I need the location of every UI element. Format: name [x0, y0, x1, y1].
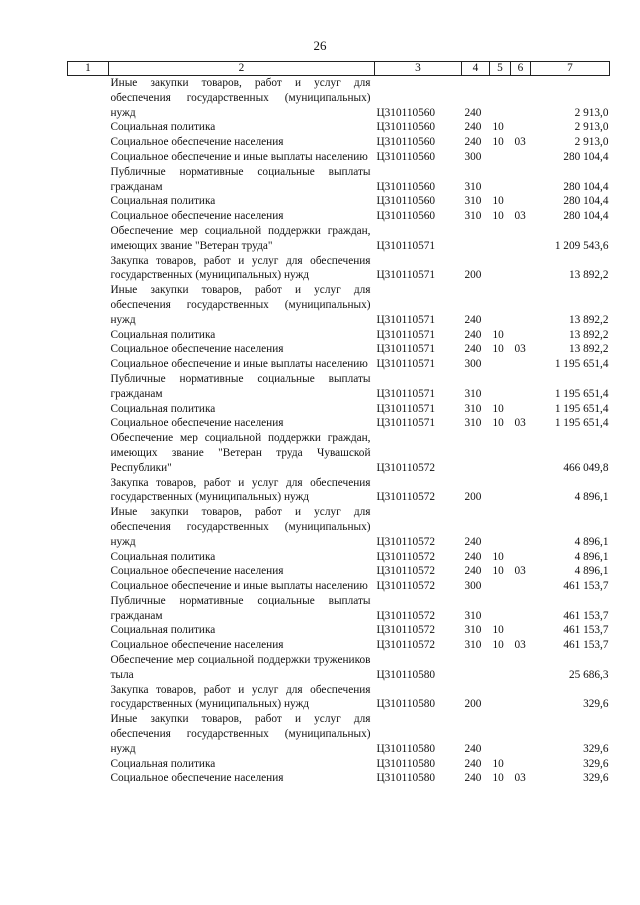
section-cell: 10 [492, 210, 504, 223]
table-row [68, 165, 610, 195]
table-row [68, 623, 610, 638]
table-row [68, 194, 610, 209]
expense-type-cell: 240 [464, 772, 482, 785]
expense-type-cell: 310 [464, 639, 482, 652]
table-row [68, 150, 610, 165]
column-header: 4 [462, 62, 490, 76]
item-name-cell: Социальное обеспечение населения [110, 565, 284, 578]
item-name-cell: Социальная политика [110, 402, 216, 415]
expense-type-cell: 310 [464, 609, 482, 622]
amount-cell: 13 892,2 [568, 343, 609, 356]
table-row [68, 550, 610, 565]
item-name-cell: Публичные нормативные социальные выплаты гражданам [110, 165, 371, 193]
amount-cell: 2 913,0 [574, 136, 609, 149]
expense-type-cell: 240 [464, 535, 482, 548]
amount-cell: 461 153,7 [563, 624, 609, 637]
section-cell: 10 [492, 343, 504, 356]
expense-type-cell: 240 [464, 550, 482, 563]
target-article-cell: Ц310110571 [376, 269, 436, 282]
section-cell: 10 [492, 565, 504, 578]
section-cell [490, 594, 511, 624]
section-cell [490, 683, 511, 713]
table-row [68, 564, 610, 579]
table-row [68, 76, 610, 121]
amount-cell: 1 209 543,6 [554, 239, 609, 252]
section-cell: 10 [492, 328, 504, 341]
subsection-cell [511, 254, 531, 284]
section-cell [490, 372, 511, 402]
amount-cell: 4 896,1 [574, 550, 609, 563]
target-article-cell: Ц310110572 [376, 609, 436, 622]
subsection-cell [511, 505, 531, 549]
number-cell [68, 76, 109, 121]
item-name-cell: Закупка товаров, работ и услуг для обеспечения государственных (муниципальных) нужд [110, 254, 371, 282]
expense-type-cell: 310 [464, 180, 482, 193]
amount-cell: 2 913,0 [574, 121, 609, 134]
item-name-cell: Социальное обеспечение и иные выплаты населению [110, 580, 368, 593]
subsection-cell [511, 402, 531, 417]
target-article-cell: Ц310110572 [376, 550, 436, 563]
item-name-cell: Публичные нормативные социальные выплаты гражданам [110, 594, 371, 622]
item-name-cell: Иные закупки товаров, работ и услуг для обеспечения государственных (муниципальных) нужд [110, 77, 371, 119]
item-name-cell: Социальная политика [110, 757, 216, 770]
amount-cell: 461 153,7 [563, 580, 609, 593]
section-cell [490, 505, 511, 549]
amount-cell: 13 892,2 [568, 269, 609, 282]
section-cell: 10 [492, 772, 504, 785]
page-number: 26 [313, 38, 327, 53]
target-article-cell: Ц310110560 [376, 210, 436, 223]
table-row [68, 579, 610, 594]
section-cell [490, 712, 511, 756]
number-cell [68, 135, 109, 150]
amount-cell: 329,6 [583, 742, 609, 755]
subsection-cell [511, 165, 531, 195]
subsection-cell [511, 757, 531, 772]
number-cell [68, 120, 109, 135]
item-name-cell: Обеспечение мер социальной поддержки тружеников тыла [110, 654, 371, 681]
column-header: 5 [490, 62, 511, 76]
section-cell [490, 283, 511, 327]
item-name-cell: Иные закупки товаров, работ и услуг для обеспечения государственных (муниципальных) нужд [110, 284, 371, 326]
amount-cell: 13 892,2 [568, 313, 609, 326]
target-article-cell: Ц310110571 [376, 387, 436, 400]
amount-cell: 4 896,1 [574, 565, 609, 578]
section-cell: 10 [492, 402, 504, 415]
number-cell [68, 328, 109, 343]
expense-type-cell [462, 224, 490, 254]
section-cell: 10 [492, 624, 504, 637]
item-name-cell: Социальная политика [110, 550, 216, 563]
amount-cell: 280 104,4 [563, 195, 609, 208]
expense-type-cell: 310 [464, 402, 482, 415]
section-cell [490, 653, 511, 683]
number-cell [68, 771, 109, 786]
target-article-cell: Ц310110560 [376, 136, 436, 149]
expense-type-cell: 240 [464, 313, 482, 326]
number-cell [68, 416, 109, 431]
section-cell: 10 [492, 757, 504, 770]
table-row [68, 372, 610, 402]
expense-type-cell: 240 [464, 343, 482, 356]
amount-cell: 329,6 [583, 772, 609, 785]
subsection-cell [511, 579, 531, 594]
budget-table [67, 61, 610, 786]
target-article-cell: Ц310110560 [376, 121, 436, 134]
target-article-cell: Ц310110572 [376, 639, 436, 652]
item-name-cell: Социальное обеспечение населения [110, 210, 284, 223]
expense-type-cell: 240 [464, 136, 482, 149]
table-row [68, 505, 610, 549]
target-article-cell: Ц310110580 [376, 668, 436, 681]
subsection-cell [511, 712, 531, 756]
target-article-cell: Ц310110560 [376, 150, 436, 163]
item-name-cell: Публичные нормативные социальные выплаты гражданам [110, 372, 371, 400]
item-name-cell: Закупка товаров, работ и услуг для обеспечения государственных (муниципальных) нужд [110, 476, 371, 504]
number-cell [68, 623, 109, 638]
target-article-cell: Ц310110571 [376, 343, 436, 356]
item-name-cell: Иные закупки товаров, работ и услуг для обеспечения государственных (муниципальных) нужд [110, 713, 371, 755]
expense-type-cell: 200 [464, 491, 482, 504]
subsection-cell: 03 [514, 136, 526, 149]
target-article-cell: Ц310110560 [376, 106, 436, 119]
table-body [68, 76, 610, 787]
number-cell [68, 638, 109, 653]
amount-cell: 4 896,1 [574, 491, 609, 504]
table-row [68, 476, 610, 506]
target-article-cell: Ц310110572 [376, 491, 436, 504]
table-row [68, 254, 610, 284]
subsection-cell [511, 683, 531, 713]
target-article-cell: Ц310110580 [376, 757, 436, 770]
table-row [68, 328, 610, 343]
number-cell [68, 431, 109, 475]
section-cell: 10 [492, 195, 504, 208]
subsection-cell: 03 [514, 565, 526, 578]
expense-type-cell: 300 [464, 580, 482, 593]
amount-cell: 329,6 [583, 698, 609, 711]
item-name-cell: Иные закупки товаров, работ и услуг для обеспечения государственных (муниципальных) нужд [110, 506, 371, 548]
item-name-cell: Социальная политика [110, 121, 216, 134]
table-row [68, 402, 610, 417]
amount-cell: 1 195 651,4 [554, 417, 609, 430]
table-row [68, 342, 610, 357]
subsection-cell [511, 623, 531, 638]
number-cell [68, 209, 109, 224]
table-row [68, 771, 610, 786]
table-row [68, 431, 610, 475]
amount-cell: 25 686,3 [568, 668, 609, 681]
amount-cell: 461 153,7 [563, 639, 609, 652]
number-cell [68, 283, 109, 327]
number-cell [68, 372, 109, 402]
subsection-cell: 03 [514, 639, 526, 652]
number-cell [68, 594, 109, 624]
item-name-cell: Социальное обеспечение и иные выплаты населению [110, 358, 368, 371]
target-article-cell: Ц310110572 [376, 461, 436, 474]
table-row [68, 712, 610, 756]
section-cell [490, 224, 511, 254]
amount-cell: 13 892,2 [568, 328, 609, 341]
expense-type-cell: 240 [464, 328, 482, 341]
target-article-cell: Ц310110572 [376, 580, 436, 593]
item-name-cell: Закупка товаров, работ и услуг для обеспечения государственных (муниципальных) нужд [110, 683, 371, 711]
column-header: 7 [531, 62, 610, 76]
subsection-cell [511, 431, 531, 475]
table-row [68, 357, 610, 372]
table-row [68, 653, 610, 683]
number-cell [68, 579, 109, 594]
section-cell [490, 254, 511, 284]
target-article-cell: Ц310110571 [376, 313, 436, 326]
table-row [68, 135, 610, 150]
expense-type-cell: 200 [464, 698, 482, 711]
number-cell [68, 194, 109, 209]
amount-cell: 1 195 651,4 [554, 387, 609, 400]
subsection-cell [511, 150, 531, 165]
number-cell [68, 357, 109, 372]
number-cell [68, 712, 109, 756]
section-cell: 10 [492, 639, 504, 652]
subsection-cell [511, 76, 531, 121]
number-cell [68, 165, 109, 195]
target-article-cell: Ц310110571 [376, 402, 436, 415]
subsection-cell [511, 594, 531, 624]
expense-type-cell: 240 [464, 757, 482, 770]
number-cell [68, 505, 109, 549]
subsection-cell [511, 653, 531, 683]
section-cell [490, 357, 511, 372]
subsection-cell [511, 120, 531, 135]
number-cell [68, 564, 109, 579]
item-name-cell: Обеспечение мер социальной поддержки граждан, имеющих звание "Ветеран труда" [110, 224, 371, 252]
table-row [68, 120, 610, 135]
expense-type-cell: 310 [464, 624, 482, 637]
column-header: 3 [375, 62, 462, 76]
table-row [68, 638, 610, 653]
target-article-cell: Ц310110571 [376, 328, 436, 341]
target-article-cell: Ц310110580 [376, 772, 436, 785]
subsection-cell [511, 194, 531, 209]
number-cell [68, 342, 109, 357]
amount-cell: 461 153,7 [563, 609, 609, 622]
subsection-cell [511, 328, 531, 343]
expense-type-cell: 300 [464, 150, 482, 163]
subsection-cell: 03 [514, 417, 526, 430]
item-name-cell: Социальная политика [110, 624, 216, 637]
subsection-cell [511, 372, 531, 402]
amount-cell: 280 104,4 [563, 180, 609, 193]
subsection-cell: 03 [514, 772, 526, 785]
item-name-cell: Социальное обеспечение населения [110, 417, 284, 430]
table-row [68, 757, 610, 772]
amount-cell: 4 896,1 [574, 535, 609, 548]
table-row [68, 224, 610, 254]
target-article-cell: Ц310110572 [376, 624, 436, 637]
column-number-row [68, 62, 610, 76]
amount-cell: 1 195 651,4 [554, 402, 609, 415]
number-cell [68, 254, 109, 284]
section-cell [490, 476, 511, 506]
column-header: 1 [68, 62, 109, 76]
section-cell [490, 76, 511, 121]
target-article-cell: Ц310110560 [376, 180, 436, 193]
expense-type-cell: 310 [464, 195, 482, 208]
section-cell: 10 [492, 121, 504, 134]
table-row [68, 416, 610, 431]
item-name-cell: Социальная политика [110, 328, 216, 341]
item-name-cell: Социальное обеспечение населения [110, 343, 284, 356]
expense-type-cell: 240 [464, 121, 482, 134]
subsection-cell [511, 283, 531, 327]
expense-type-cell [462, 431, 490, 475]
item-name-cell: Обеспечение мер социальной поддержки граждан, имеющих звание "Ветеран труда Чувашской Республики" [110, 432, 371, 474]
table-row [68, 594, 610, 624]
amount-cell: 1 195 651,4 [554, 358, 609, 371]
section-cell [490, 165, 511, 195]
amount-cell: 280 104,4 [563, 150, 609, 163]
section-cell: 10 [492, 417, 504, 430]
table-row [68, 283, 610, 327]
subsection-cell [511, 224, 531, 254]
expense-type-cell: 310 [464, 210, 482, 223]
expense-type-cell: 200 [464, 269, 482, 282]
target-article-cell: Ц310110571 [376, 417, 436, 430]
number-cell [68, 150, 109, 165]
section-cell: 10 [492, 136, 504, 149]
target-article-cell: Ц310110580 [376, 698, 436, 711]
expense-type-cell: 240 [464, 742, 482, 755]
item-name-cell: Социальное обеспечение населения [110, 136, 284, 149]
expense-type-cell: 310 [464, 387, 482, 400]
subsection-cell [511, 550, 531, 565]
target-article-cell: Ц310110571 [376, 239, 436, 252]
item-name-cell: Социальное обеспечение и иные выплаты населению [110, 150, 368, 163]
amount-cell: 466 049,8 [563, 461, 609, 474]
expense-type-cell: 300 [464, 358, 482, 371]
number-cell [68, 402, 109, 417]
number-cell [68, 757, 109, 772]
expense-type-cell: 240 [464, 106, 482, 119]
target-article-cell: Ц310110571 [376, 358, 436, 371]
number-cell [68, 653, 109, 683]
column-header: 2 [109, 62, 375, 76]
table-row [68, 683, 610, 713]
target-article-cell: Ц310110560 [376, 195, 436, 208]
expense-type-cell: 240 [464, 565, 482, 578]
number-cell [68, 224, 109, 254]
amount-cell: 2 913,0 [574, 106, 609, 119]
target-article-cell: Ц310110572 [376, 535, 436, 548]
item-name-cell: Социальная политика [110, 195, 216, 208]
target-article-cell: Ц310110572 [376, 565, 436, 578]
item-name-cell: Социальное обеспечение населения [110, 772, 284, 785]
item-name-cell: Социальное обеспечение населения [110, 639, 284, 652]
subsection-cell: 03 [514, 343, 526, 356]
amount-cell: 329,6 [583, 757, 609, 770]
subsection-cell [511, 476, 531, 506]
table-row [68, 209, 610, 224]
section-cell [490, 431, 511, 475]
number-cell [68, 476, 109, 506]
expense-type-cell: 310 [464, 417, 482, 430]
amount-cell: 280 104,4 [563, 210, 609, 223]
expense-type-cell [462, 653, 490, 683]
subsection-cell: 03 [514, 210, 526, 223]
number-cell [68, 683, 109, 713]
section-cell [490, 579, 511, 594]
section-cell: 10 [492, 550, 504, 563]
section-cell [490, 150, 511, 165]
subsection-cell [511, 357, 531, 372]
column-header: 6 [511, 62, 531, 76]
target-article-cell: Ц310110580 [376, 742, 436, 755]
number-cell [68, 550, 109, 565]
